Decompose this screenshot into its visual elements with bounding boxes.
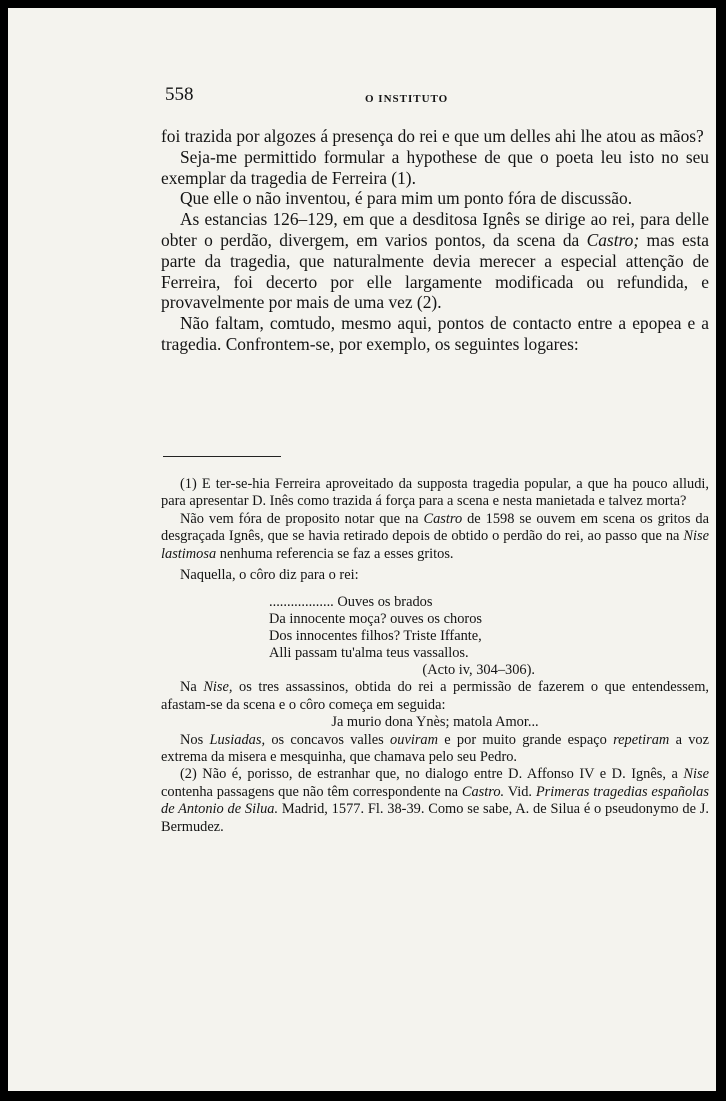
text-run: Na — [180, 679, 204, 696]
quote-intro: Naquella, o côro diz para o rei: — [180, 567, 359, 584]
verse-reference: (Acto iv, 304–306). — [422, 662, 535, 679]
text-run: As estancias 126–129, em que a desditosa Ignês se dirige ao rei, para delle obter o perdão, divergem, em varios pontos, da scena da — [161, 209, 709, 250]
nise-paragraph — [161, 679, 709, 714]
page-header — [165, 84, 465, 108]
text-run: Seja-me permittido formular a hypothese de que o poeta leu isto no seu exemplar da tragedia de Ferreira (1). — [161, 146, 709, 188]
text-run: (1) E ter-se-hia Ferreira aproveitado da supposta tragedia popular, a que ha pouco alludi, para apresentar D. Inês como trazida á força para a scena e nesta manietada e talvez morta? — [161, 476, 709, 510]
italic-text: Nise lastimosa — [161, 528, 709, 562]
text-run: os tres assassinos, obtida do rei a permissão de fazerem o que entendessem, afastam-se da scena e o côro começa em seguida: — [161, 679, 709, 713]
footnote-1-paragraph — [161, 476, 709, 511]
text-run: Que elle o não inventou, é para mim um ponto fóra de discussão. — [180, 188, 633, 209]
body-paragraph — [161, 126, 709, 147]
text-run: Nos — [180, 731, 210, 748]
text-run: Madrid, 1577. Fl. 38-39. Como se sabe, A. de Silua é o pseudonymo de J. Bermudez. — [161, 801, 709, 835]
nise-quotation: Ja murio dona Ynès; matola Amor... — [331, 714, 539, 731]
body-paragraph — [161, 313, 709, 355]
italic-text: Castro — [423, 510, 463, 527]
italic-text: Nise — [683, 766, 709, 783]
text-run: Não faltam, comtudo, mesmo aqui, pontos de contacto entre a epopea e a tragedia. Confrontem-se, por exemplo, os seguintes logares: — [161, 313, 709, 354]
lusiadas-paragraph — [161, 732, 709, 767]
page-number: 558 — [165, 84, 194, 105]
italic-text: Nise, — [203, 679, 233, 696]
verse-line: Da innocente moça? ouves os choros — [269, 611, 482, 628]
main-text — [161, 126, 709, 355]
body-paragraph — [161, 147, 709, 189]
italic-text: repetiram — [613, 731, 670, 748]
text-run: foi trazida por algozes á presença do rei e que um delles ahi lhe atou as mãos? — [161, 126, 704, 146]
text-run: mas esta parte da tragedia, que naturalmente devia merecer a especial attenção de Ferreira, foi decerto por elle largamente modificada ou refundida, e provavelmente por mais de uma vez (2). — [161, 229, 709, 313]
text-run: de 1598 se ouvem em scena os gritos da desgraçada Ignês, que se havia retirado depois de obtido o perdão do rei, ao passo que na — [161, 510, 710, 545]
text-run: os concavos valles — [265, 731, 391, 748]
italic-text: Castro; — [586, 229, 640, 250]
verse-line: .................. Ouves os brados — [269, 594, 433, 611]
italic-text: Primeras tragedias españolas de Antonio de Silua. — [161, 783, 709, 818]
verse-line: Alli passam tu'alma teus vassallos. — [269, 645, 469, 662]
body-paragraph — [161, 209, 709, 313]
text-run: Vid. — [504, 783, 536, 800]
text-run: e por muito grande espaço — [438, 731, 614, 748]
italic-text: Lusiadas, — [209, 731, 266, 748]
italic-text: ouviram — [390, 731, 439, 748]
footnote-2-paragraph — [161, 766, 709, 836]
verse-line: Dos innocentes filhos? Triste Iffante, — [269, 628, 482, 645]
footnote-divider — [163, 456, 281, 457]
footnotes — [161, 476, 709, 836]
verse-quotation — [269, 594, 545, 679]
text-run: Não vem fóra de proposito notar que na — [180, 510, 424, 527]
text-run: a voz extrema da misera e mesquinha, que chamava pelo seu Pedro. — [161, 731, 710, 766]
italic-text: Castro. — [461, 783, 505, 800]
text-run: contenha passagens que não têm correspondente na — [161, 783, 462, 800]
document-page — [8, 8, 716, 1091]
footnote-1-paragraph — [161, 511, 709, 563]
running-title: O INSTITUTO — [365, 93, 449, 105]
text-run: nenhuma referencia se faz a esses gritos. — [216, 545, 454, 562]
text-run: (2) Não é, porisso, de estranhar que, no dialogo entre D. Affonso IV e D. Ignês, a — [180, 766, 684, 783]
body-paragraph — [161, 188, 709, 209]
